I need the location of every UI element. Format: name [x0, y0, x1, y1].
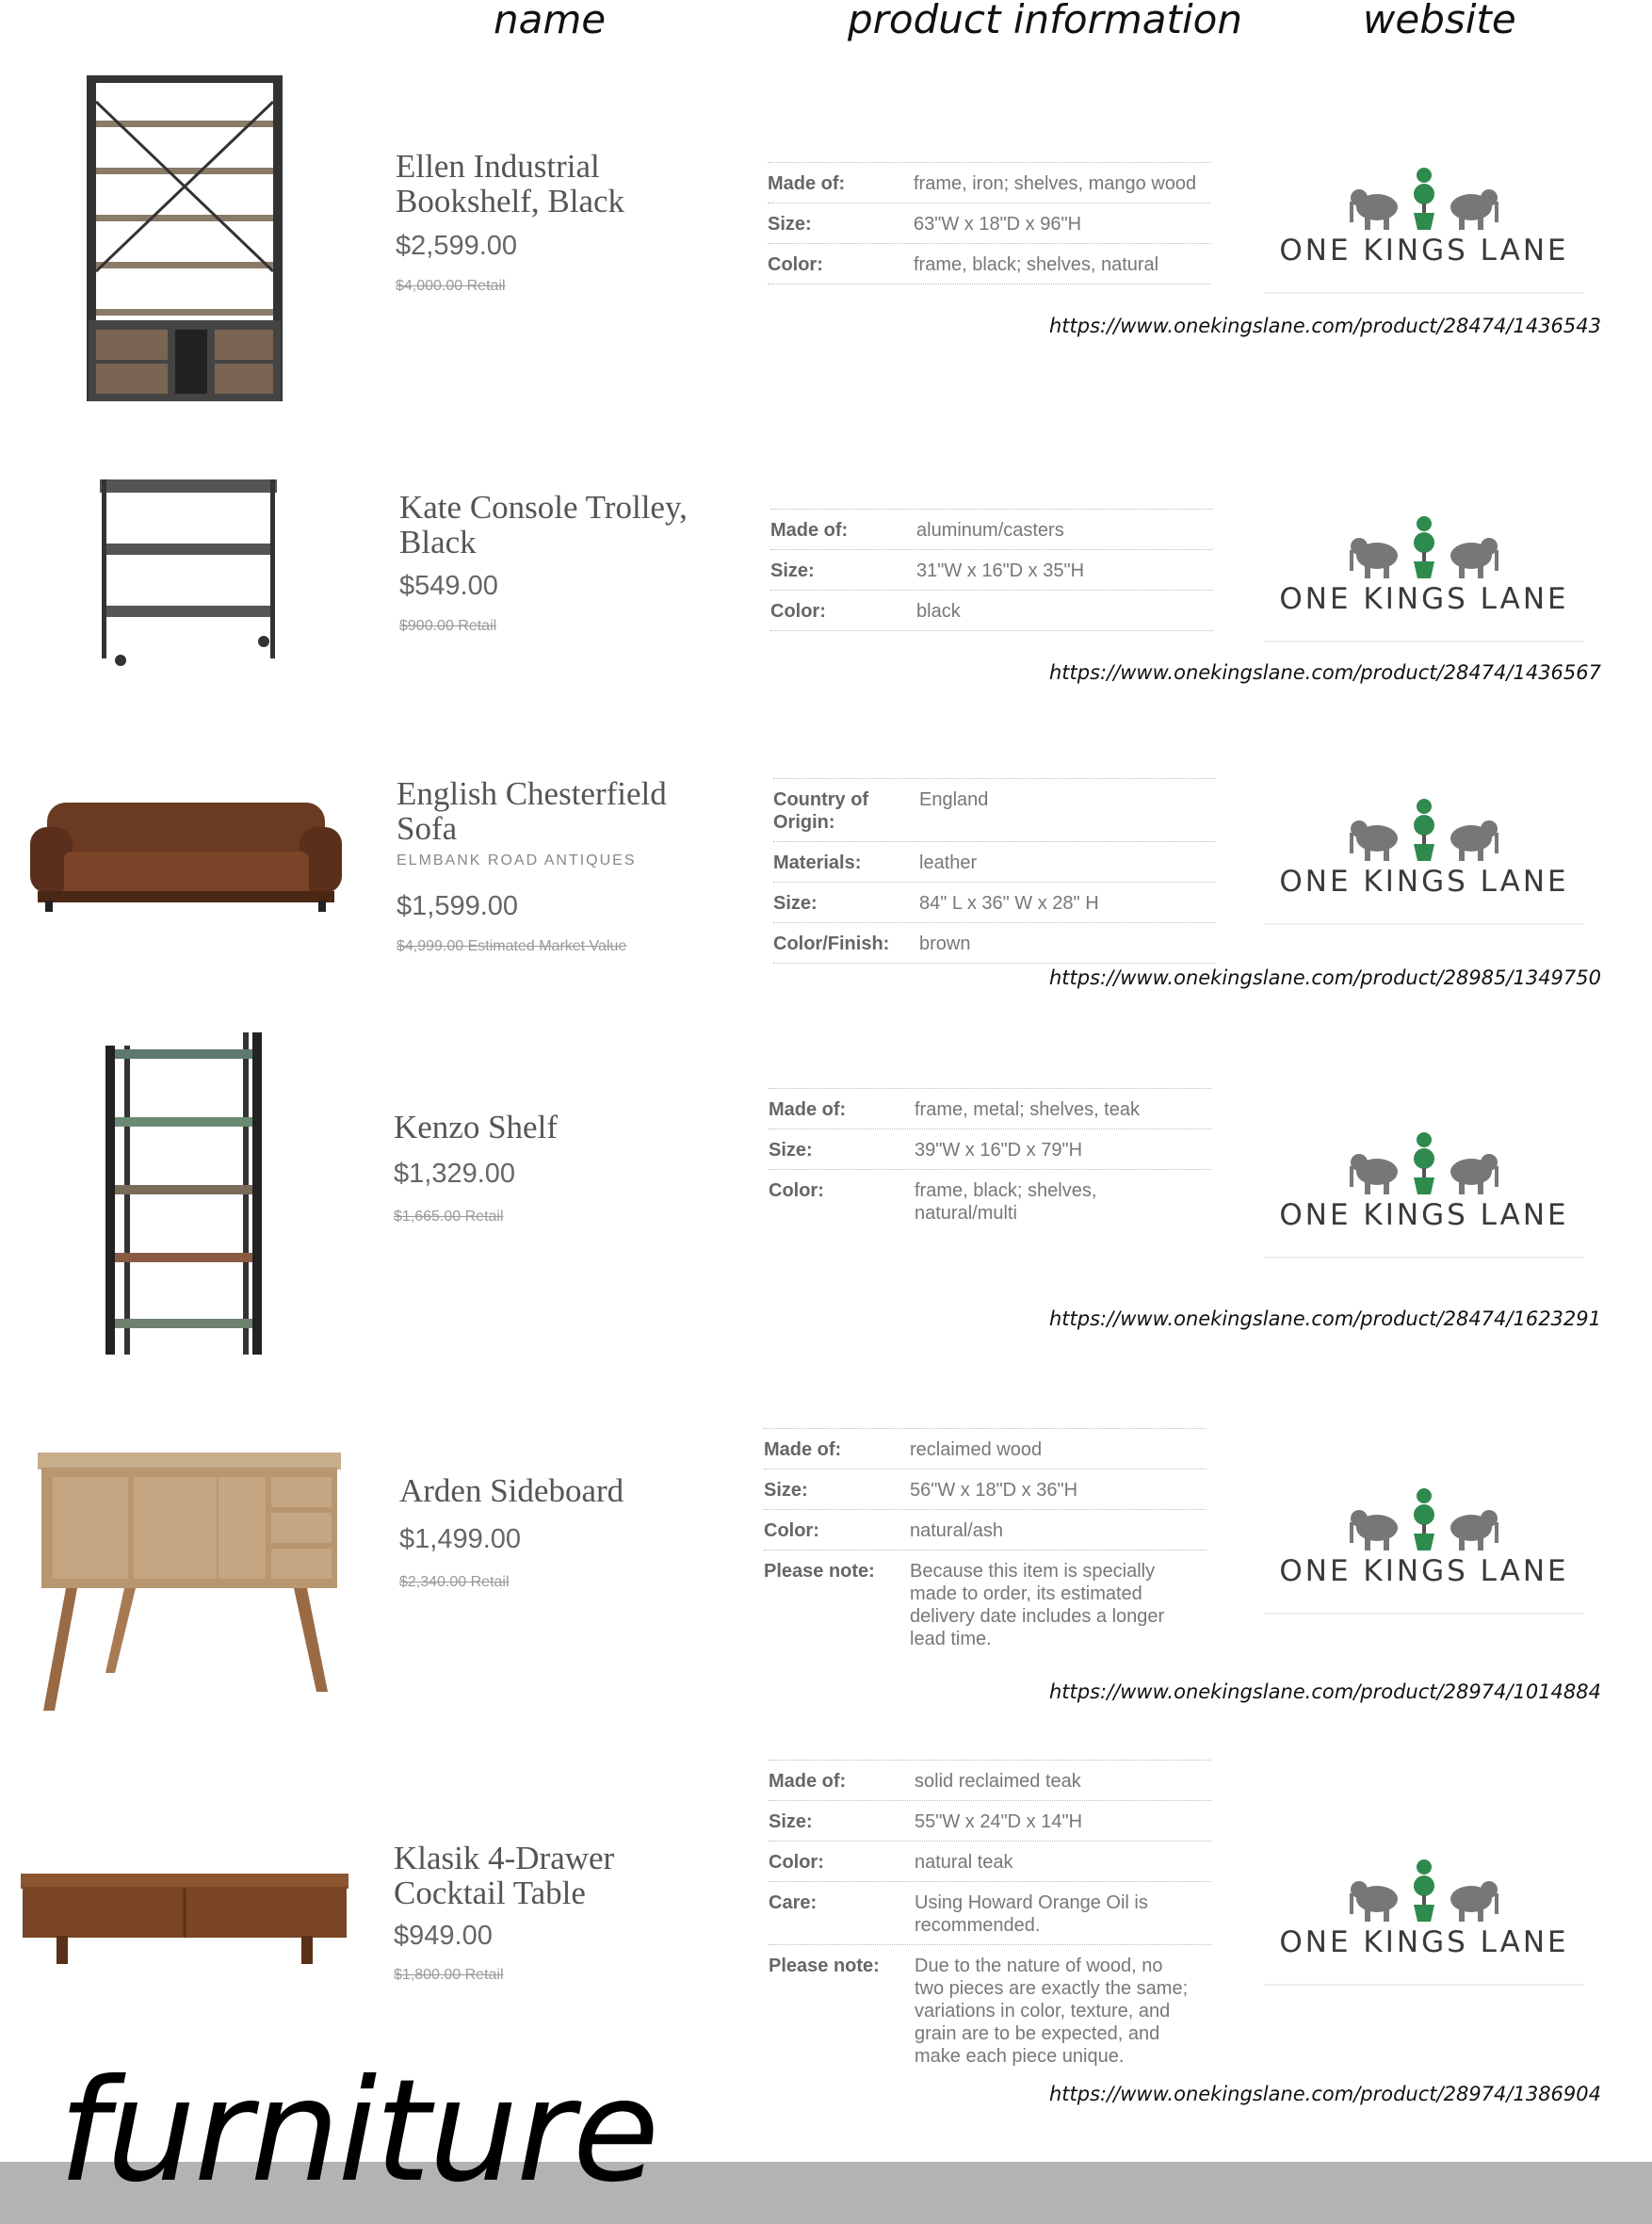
elephant-topiary-icon: [1344, 1130, 1504, 1196]
product-url[interactable]: https://www.onekingslane.com/product/28974/1386904: [1048, 2083, 1601, 2105]
product-price: $1,499.00: [399, 1524, 522, 1554]
spec-label: Country of Origin:: [773, 789, 869, 833]
product-price: $549.00: [399, 571, 498, 601]
retail-price: $1,665.00 Retail: [394, 1209, 504, 1225]
spec-value: England: [919, 789, 989, 810]
product-url[interactable]: https://www.onekingslane.com/product/28474/1623291: [1048, 1307, 1601, 1330]
trolley-image: [94, 476, 283, 674]
one-kings-lane-logo: [1264, 1125, 1584, 1258]
logo-text: ONE KINGS LANE: [1279, 582, 1569, 616]
elephant-topiary-icon: [1344, 797, 1504, 863]
spec-label: Color:: [769, 1180, 824, 1201]
spec-value: Using Howard Orange Oil is recommended.: [915, 1892, 1148, 1936]
spec-row: [764, 1429, 1207, 1469]
spec-row: [770, 550, 1213, 591]
spec-value: natural/ash: [910, 1520, 1003, 1541]
spec-row: [769, 1089, 1211, 1129]
spec-label: Size:: [773, 893, 818, 914]
logo-text: ONE KINGS LANE: [1279, 1554, 1569, 1588]
logo-text: ONE KINGS LANE: [1279, 1198, 1569, 1232]
sofa-image: [28, 799, 344, 914]
spec-label: Size:: [770, 560, 815, 581]
spec-table: [773, 778, 1216, 964]
spec-label: Size:: [769, 1140, 813, 1161]
spec-row: [770, 510, 1213, 550]
spec-value: natural teak: [915, 1852, 1013, 1873]
spec-value: 84" L x 36" W x 28" H: [919, 893, 1099, 914]
spec-table: [770, 509, 1213, 631]
product-price: $1,329.00: [394, 1159, 516, 1189]
spec-row: [768, 203, 1210, 244]
spec-value: solid reclaimed teak: [915, 1771, 1081, 1792]
spec-label: Made of:: [770, 520, 849, 541]
product-url[interactable]: https://www.onekingslane.com/product/28474/1436567: [1048, 661, 1601, 684]
spec-value: frame, black; shelves, natural/multi: [915, 1180, 1097, 1224]
product-name: Ellen Industrial Bookshelf, Black: [396, 148, 625, 219]
spec-row: [768, 244, 1210, 284]
spec-value: leather: [919, 852, 978, 873]
spec-value: black: [916, 601, 961, 622]
spec-value: 55"W x 24"D x 14"H: [915, 1811, 1083, 1832]
logo-text: ONE KINGS LANE: [1279, 234, 1569, 268]
retail-price: $2,340.00 Retail: [399, 1574, 510, 1590]
logo-text: ONE KINGS LANE: [1279, 1925, 1569, 1959]
elephant-topiary-icon: [1344, 1858, 1504, 1924]
spec-row: [764, 1469, 1207, 1510]
spec-row: [764, 1550, 1207, 1658]
elephant-topiary-icon: [1344, 1486, 1504, 1552]
spec-label: Please note:: [769, 1956, 880, 1976]
spec-label: Made of:: [769, 1099, 847, 1120]
spec-label: Color/Finish:: [773, 933, 890, 954]
spec-label: Made of:: [764, 1439, 842, 1460]
spec-row: [769, 1801, 1211, 1842]
spec-table: [764, 1428, 1207, 1658]
spec-value: brown: [919, 933, 971, 954]
spec-label: Size:: [764, 1480, 808, 1501]
product-url[interactable]: https://www.onekingslane.com/product/28985/1349750: [1048, 966, 1601, 989]
retail-price: $900.00 Retail: [399, 618, 497, 634]
spec-label: Color:: [768, 254, 823, 275]
product-price: $949.00: [394, 1921, 493, 1951]
header-website: website: [1363, 0, 1516, 42]
spec-row: [769, 1882, 1211, 1945]
shelf-image: [104, 1031, 273, 1356]
spec-row: [769, 1842, 1211, 1882]
spec-row: [769, 1170, 1211, 1232]
spec-row: [764, 1510, 1207, 1550]
product-url[interactable]: https://www.onekingslane.com/product/28474/1436543: [1048, 315, 1601, 337]
spec-row: [769, 1761, 1211, 1801]
product-name: Klasik 4-Drawer Cocktail Table: [394, 1840, 615, 1911]
spec-label: Please note:: [764, 1561, 875, 1582]
spec-value: Due to the nature of wood, no two pieces are exactly the same; variations in color, texture, and grain are to be expected, and make each piece unique.: [915, 1956, 1189, 2067]
spec-label: Size:: [768, 214, 812, 235]
product-name: Arden Sideboard: [399, 1472, 624, 1509]
spec-table: [768, 162, 1210, 284]
spec-value: 39"W x 16"D x 79"H: [915, 1140, 1083, 1161]
spec-label: Materials:: [773, 852, 862, 873]
spec-value: Because this item is specially made to order, its estimated delivery date includes a longer lead time.: [910, 1561, 1165, 1649]
page-title: furniture: [58, 2050, 658, 2214]
product-url[interactable]: https://www.onekingslane.com/product/28974/1014884: [1048, 1680, 1601, 1703]
retail-price: $1,800.00 Retail: [394, 1967, 504, 1983]
spec-value: reclaimed wood: [910, 1439, 1043, 1460]
spec-value: 63"W x 18"D x 96"H: [914, 214, 1082, 235]
spec-row: [773, 779, 1216, 842]
product-name: Kenzo Shelf: [394, 1109, 558, 1145]
spec-row: [773, 883, 1216, 923]
spec-label: Made of:: [769, 1771, 847, 1792]
spec-value: frame, metal; shelves, teak: [915, 1099, 1140, 1120]
spec-label: Color:: [764, 1520, 819, 1541]
spec-label: Size:: [769, 1811, 813, 1832]
header-name: name: [494, 0, 607, 42]
bookshelf-image: [83, 73, 290, 403]
spec-value: 31"W x 16"D x 35"H: [916, 560, 1085, 581]
logo-text: ONE KINGS LANE: [1279, 865, 1569, 899]
product-price: $1,599.00: [397, 891, 519, 921]
one-kings-lane-logo: [1264, 509, 1584, 642]
product-name: English Chesterfield Sofa: [397, 775, 667, 847]
product-price: $2,599.00: [396, 231, 518, 261]
spec-row: [773, 923, 1216, 964]
one-kings-lane-logo: [1264, 160, 1584, 294]
brand-label: ELMBANK ROAD ANTIQUES: [397, 852, 637, 868]
elephant-topiary-icon: [1344, 514, 1504, 580]
spec-row: [769, 1945, 1211, 2075]
retail-price: $4,000.00 Retail: [396, 278, 506, 294]
spec-value: 56"W x 18"D x 36"H: [910, 1480, 1078, 1501]
spec-label: Color:: [770, 601, 826, 622]
one-kings-lane-logo: [1264, 1481, 1584, 1615]
spec-value: aluminum/casters: [916, 520, 1064, 541]
elephant-topiary-icon: [1344, 166, 1504, 232]
spec-label: Made of:: [768, 173, 846, 194]
spec-table: [769, 1760, 1211, 2075]
one-kings-lane-logo: [1264, 791, 1584, 925]
spec-row: [773, 842, 1216, 883]
product-name: Kate Console Trolley, Black: [399, 489, 688, 560]
spec-row: [769, 1129, 1211, 1170]
header-product-information: product information: [848, 0, 1242, 42]
spec-label: Color:: [769, 1852, 824, 1873]
retail-price: $4,999.00 Estimated Market Value: [397, 938, 627, 954]
spec-value: frame, black; shelves, natural: [914, 254, 1159, 275]
spec-row: [768, 163, 1210, 203]
sideboard-image: [34, 1451, 345, 1714]
spec-value: frame, iron; shelves, mango wood: [914, 173, 1197, 194]
spec-row: [770, 591, 1213, 631]
spec-table: [769, 1088, 1211, 1232]
spec-label: Care:: [769, 1892, 818, 1913]
one-kings-lane-logo: [1264, 1852, 1584, 1986]
cocktail-table-image: [19, 1870, 350, 1970]
